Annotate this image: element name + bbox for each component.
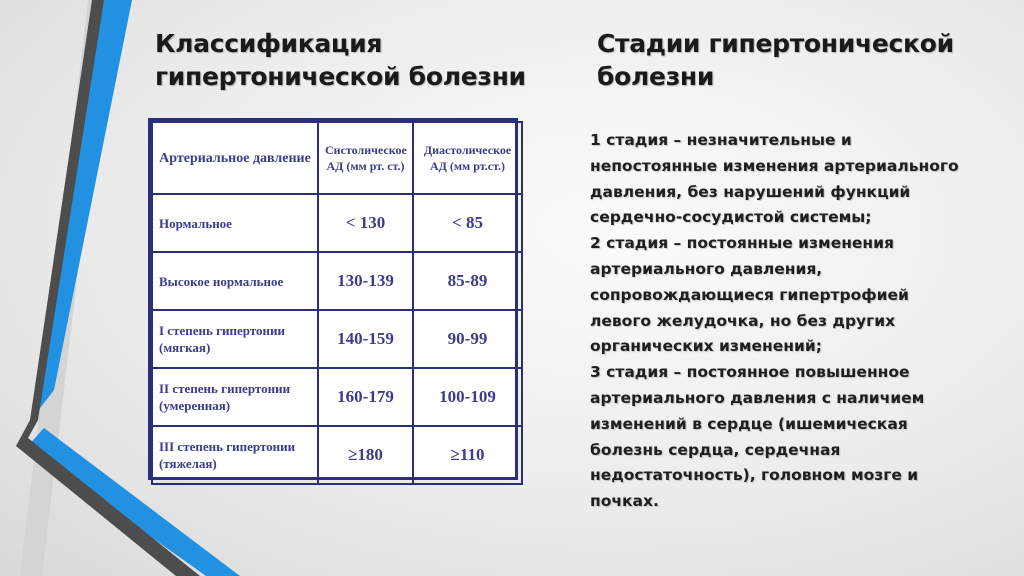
header-pressure: Артериальное давление	[152, 122, 318, 194]
header-systolic: Систолическое АД (мм рт. ст.)	[318, 122, 413, 194]
table-row	[152, 252, 522, 310]
row-name: III степень гипертонии (тяжелая)	[152, 426, 318, 484]
classification-title: Классификация гипертонической болезни	[155, 29, 526, 91]
table-row	[152, 426, 522, 484]
stage-1-text: 1 стадия – незначительные и непостоянные изменения артериального давления, без нарушений функций сердечно-сосудистой системы;	[590, 131, 959, 227]
table-row	[152, 194, 522, 252]
table-row	[152, 368, 522, 426]
header-diastolic: Диастолическое АД (мм рт.ст.)	[413, 122, 522, 194]
row-diastolic: 100-109	[413, 368, 522, 426]
row-systolic: ≥180	[318, 426, 413, 484]
row-diastolic: 90-99	[413, 310, 522, 368]
row-name: Нормальное	[152, 194, 318, 252]
row-name: I степень гипертонии (мягкая)	[152, 310, 318, 368]
blood-pressure-table	[148, 118, 518, 480]
row-systolic: 140-159	[318, 310, 413, 368]
table-header-row	[152, 122, 522, 194]
table-row	[152, 310, 522, 368]
stages-description	[590, 128, 1010, 515]
row-diastolic: 85-89	[413, 252, 522, 310]
stage-2-text: 2 стадия – постоянные изменения артериального давления, сопровождающиеся гипертрофией левого желудочка, но без других органических изменений;	[590, 234, 909, 356]
row-name: II степень гипертонии (умеренная)	[152, 368, 318, 426]
row-systolic: 130-139	[318, 252, 413, 310]
stages-title: Стадии гипертонической болезни	[597, 29, 954, 91]
row-diastolic: ≥110	[413, 426, 522, 484]
stage-3-text: 3 стадия – постоянное повышенное артериального давления с наличием изменений в сердце (ишемическая болезнь сердца, сердечная недостаточность), головном мозге и почках.	[590, 363, 925, 511]
row-diastolic: < 85	[413, 194, 522, 252]
row-systolic: 160-179	[318, 368, 413, 426]
row-systolic: < 130	[318, 194, 413, 252]
row-name: Высокое нормальное	[152, 252, 318, 310]
